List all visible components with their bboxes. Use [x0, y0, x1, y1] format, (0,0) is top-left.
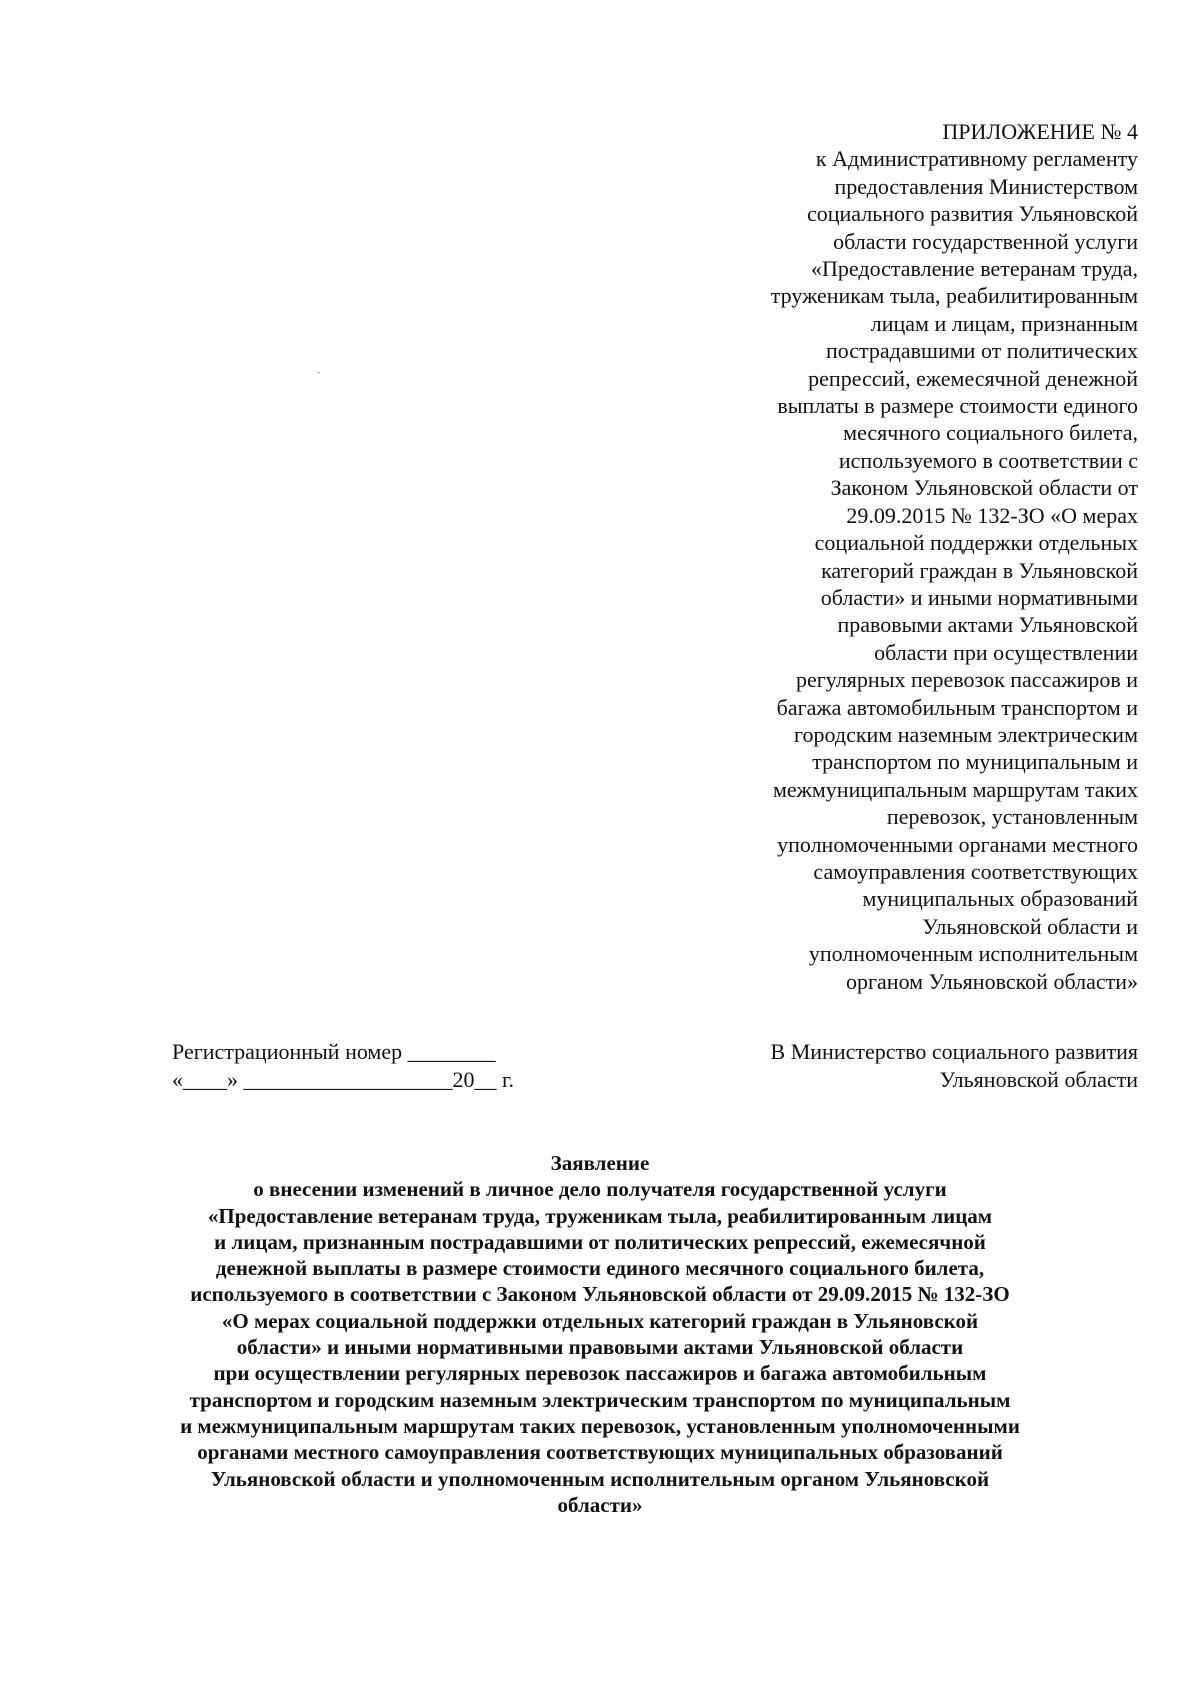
appendix-line: муниципальных образований	[862, 886, 1138, 912]
title-line: используемого в соответствии с Законом Ульяновской области от 29.09.2015 № 132-ЗО	[190, 1282, 1010, 1307]
registration-number: Регистрационный номер ________	[172, 1039, 496, 1064]
appendix-line: городским наземным электрическим	[794, 721, 1138, 747]
title-line: и межмуниципальным маршрутам таких перевозок, установленным уполномоченными	[180, 1413, 1020, 1438]
appendix-line: месячного социального билета,	[843, 420, 1138, 446]
registration-date: «____» ___________________20__ г.	[172, 1067, 515, 1092]
appendix-line: транспортом по муниципальным и	[812, 749, 1138, 775]
appendix-line: уполномоченными органами местного	[777, 831, 1138, 857]
appendix-line: межмуниципальным маршрутам таких	[773, 776, 1138, 802]
appendix-line: «Предоставление ветеранам труда,	[811, 256, 1138, 282]
appendix-line: 29.09.2015 № 132-ЗО «О мерах	[846, 502, 1138, 528]
appendix-line: органом Ульяновской области»	[846, 968, 1138, 994]
addressee-line: Ульяновской области	[939, 1067, 1138, 1092]
appendix-line: регулярных перевозок пассажиров и	[796, 667, 1138, 693]
appendix-header	[678, 118, 1138, 995]
addressee-line: В Министерство социального развития	[770, 1039, 1138, 1064]
appendix-line: к Административному регламенту	[815, 146, 1138, 172]
title-line: «Предоставление ветеранам труда, труженикам тыла, реабилитированным лицам	[207, 1203, 993, 1228]
appendix-line: категорий граждан в Ульяновской	[821, 557, 1138, 583]
appendix-line: уполномоченным исполнительным	[808, 941, 1138, 967]
application-title	[140, 1150, 1060, 1518]
title-line: денежной выплаты в размере стоимости единого месячного социального билета,	[215, 1256, 985, 1281]
title-line: Ульяновской области и уполномоченным исполнительным органом Ульяновской	[210, 1466, 990, 1491]
appendix-line: лицам и лицам, признанным	[870, 310, 1138, 336]
registration-block	[172, 1038, 514, 1094]
appendix-line: предоставления Министерством	[834, 173, 1138, 199]
appendix-line: перевозок, установленным	[886, 804, 1138, 830]
title-line: транспортом и городским наземным электрическим транспортом по муниципальным	[189, 1387, 1011, 1412]
appendix-line: Законом Ульяновской области от	[830, 475, 1138, 501]
appendix-line: социального развития Ульяновской	[806, 201, 1138, 227]
appendix-line: репрессий, ежемесячной денежной	[808, 365, 1138, 391]
appendix-line: самоуправления соответствующих	[813, 858, 1138, 884]
appendix-line: Ульяновской области и	[922, 913, 1138, 939]
appendix-line: социальной поддержки отдельных	[814, 530, 1138, 556]
appendix-line: правовыми актами Ульяновской	[837, 612, 1138, 638]
appendix-line: труженикам тыла, реабилитированным	[770, 283, 1138, 309]
title-line: области» и иными нормативными правовыми актами Ульяновской области	[236, 1335, 964, 1360]
scan-speck	[318, 372, 320, 373]
appendix-title: ПРИЛОЖЕНИЕ № 4	[942, 119, 1138, 144]
title-line: органами местного самоуправления соответствующих муниципальных образований	[197, 1440, 1003, 1465]
title-line: «О мерах социальной поддержки отдельных категорий граждан в Ульяновской	[221, 1308, 979, 1333]
title-line: области»	[557, 1492, 643, 1517]
title-line: и лицам, признанным пострадавшими от политических репрессий, ежемесячной	[214, 1229, 986, 1254]
appendix-line: выплаты в размере стоимости единого	[777, 393, 1138, 419]
appendix-line: пострадавшими от политических	[825, 338, 1138, 364]
appendix-line: области государственной услуги	[833, 228, 1138, 254]
appendix-line: багажа автомобильным транспортом и	[776, 694, 1138, 720]
addressee-block	[771, 1038, 1138, 1094]
appendix-line: области при осуществлении	[874, 639, 1138, 665]
title-line: при осуществлении регулярных перевозок пассажиров и багажа автомобильным	[213, 1361, 987, 1386]
title-heading: Заявление	[550, 1151, 650, 1175]
appendix-line: используемого в соответствии с	[838, 447, 1138, 473]
appendix-line: области» и иными нормативными	[820, 584, 1138, 610]
title-line: о внесении изменений в личное дело получателя государственной услуги	[253, 1177, 947, 1202]
